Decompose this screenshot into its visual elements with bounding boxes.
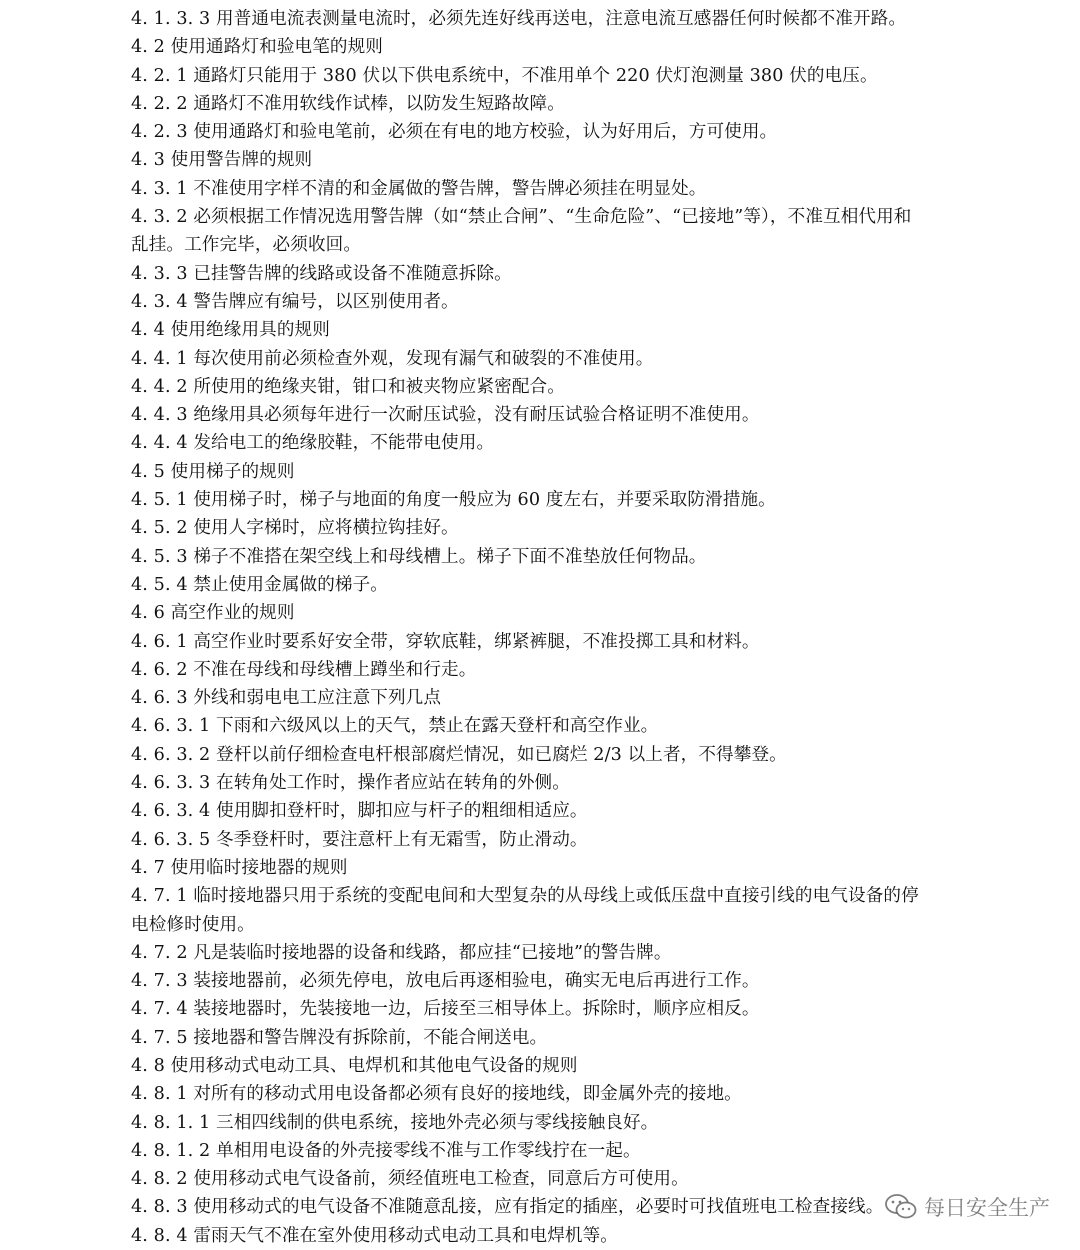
document-line: 4. 6. 3. 3 在转角处工作时，操作者应站在转角的外侧。 — [131, 773, 570, 794]
document-line: 4. 6. 3. 2 登杆以前仔细检查电杆根部腐烂情况，如已腐烂 2/3 以上者，不得攀登。 — [131, 744, 787, 765]
document-line: 4. 8. 3 使用移动式的电气设备不准随意乱接，应有指定的插座，必要时可找值班电工检查接线。 — [131, 1197, 884, 1218]
document-line: 4. 2. 3 使用通路灯和验电笔前，必须在有电的地方校验，认为好用后，方可使用。 — [131, 122, 778, 143]
document-line: 4. 7 使用临时接地器的规则 — [131, 857, 348, 878]
document-line: 4. 8. 1. 2 单相用电设备的外壳接零线不准与工作零线拧在一起。 — [131, 1140, 641, 1161]
document-line: 4. 8. 2 使用移动式电气设备前，须经值班电工检查，同意后方可使用。 — [131, 1169, 689, 1190]
document-line: 4. 6. 3. 4 使用脚扣登杆时，脚扣应与杆子的粗细相适应。 — [131, 801, 588, 822]
document-line: 4. 3. 1 不准使用字样不清的和金属做的警告牌，警告牌必须挂在明显处。 — [131, 178, 707, 199]
document-line: 4. 6 高空作业的规则 — [131, 603, 295, 624]
document-line: 4. 8. 4 雷雨天气不准在室外使用移动式电动工具和电焊机等。 — [131, 1225, 618, 1246]
document-line: 电检修时使用。 — [131, 914, 255, 935]
document-line: 4. 5. 4 禁止使用金属做的梯子。 — [131, 574, 388, 595]
document-line: 乱挂。工作完毕，必须收回。 — [131, 235, 362, 256]
document-line: 4. 3. 2 必须根据工作情况选用警告牌（如“禁止合闸”、“生命危险”、“已接地”等），不准互相代用和 — [131, 207, 912, 228]
document-line: 4. 8. 1 对所有的移动式用电设备都必须有良好的接地线，即金属外壳的接地。 — [131, 1084, 742, 1105]
document-line: 4. 3. 3 已挂警告牌的线路或设备不准随意拆除。 — [131, 263, 512, 284]
document-line: 4. 1. 3. 3 用普通电流表测量电流时，必须先连好线再送电，注意电流互感器任何时候都不准开路。 — [131, 9, 907, 29]
document-line: 4. 2. 2 通路灯不准用软线作试棒，以防发生短路故障。 — [131, 93, 565, 114]
document-line: 4. 8 使用移动式电动工具、电焊机和其他电气设备的规则 — [131, 1055, 578, 1076]
document-line: 4. 5 使用梯子的规则 — [131, 461, 295, 482]
document-line: 4. 3. 4 警告牌应有编号，以区别使用者。 — [131, 291, 459, 312]
document-line: 4. 6. 3 外线和弱电电工应注意下列几点 — [131, 688, 442, 709]
document-line: 4. 4. 2 所使用的绝缘夹钳，钳口和被夹物应紧密配合。 — [131, 376, 565, 397]
document-line: 4. 4 使用绝缘用具的规则 — [131, 320, 330, 341]
document-line: 4. 8. 1. 1 三相四线制的供电系统，接地外壳必须与零线接触良好。 — [131, 1112, 659, 1133]
document-line: 4. 5. 3 梯子不准搭在架空线上和母线槽上。梯子下面不准垫放任何物品。 — [131, 546, 707, 567]
document-line: 4. 5. 1 使用梯子时，梯子与地面的角度一般应为 60 度左右，并要采取防滑措施。 — [131, 490, 776, 511]
document-line: 4. 4. 1 每次使用前必须检查外观，发现有漏气和破裂的不准使用。 — [131, 348, 654, 369]
document-line: 4. 6. 2 不准在母线和母线槽上蹲坐和行走。 — [131, 659, 477, 680]
document-line: 4. 7. 3 装接地器前，必须先停电，放电后再逐相验电，确实无电后再进行工作。 — [131, 971, 760, 992]
watermark-text: 每日安全生产 — [924, 1196, 1050, 1220]
document-line: 4. 4. 3 绝缘用具必须每年进行一次耐压试验，没有耐压试验合格证明不准使用。 — [131, 405, 760, 426]
document-line: 4. 7. 2 凡是装临时接地器的设备和线路，都应挂“已接地”的警告牌。 — [131, 942, 672, 963]
document-line: 4. 2. 1 通路灯只能用于 380 伏以下供电系统中，不准用单个 220 伏灯泡测量 380 伏的电压。 — [131, 65, 878, 86]
document-line: 4. 2 使用通路灯和验电笔的规则 — [131, 37, 383, 58]
document-line: 4. 7. 5 接地器和警告牌没有拆除前，不能合闸送电。 — [131, 1027, 548, 1048]
document-line: 4. 6. 1 高空作业时要系好安全带，穿软底鞋，绑紧裤腿，不准投掷工具和材料。 — [131, 631, 760, 652]
document-line: 4. 4. 4 发给电工的绝缘胶鞋，不能带电使用。 — [131, 433, 495, 454]
document-line: 4. 3 使用警告牌的规则 — [131, 150, 313, 171]
document-line: 4. 7. 4 装接地器时，先装接地一边，后接至三相导体上。拆除时，顺序应相反。 — [131, 999, 760, 1020]
document-line: 4. 7. 1 临时接地器只用于系统的变配电间和大型复杂的从母线上或低压盘中直接引线的电气设备的停 — [131, 886, 919, 907]
document-line: 4. 5. 2 使用人字梯时，应将横拉钩挂好。 — [131, 518, 459, 539]
document-body — [131, 5, 991, 1250]
document-line: 4. 6. 3. 1 下雨和六级风以上的天气，禁止在露天登杆和高空作业。 — [131, 716, 659, 737]
document-line: 4. 6. 3. 5 冬季登杆时，要注意杆上有无霜雪，防止滑动。 — [131, 829, 588, 850]
